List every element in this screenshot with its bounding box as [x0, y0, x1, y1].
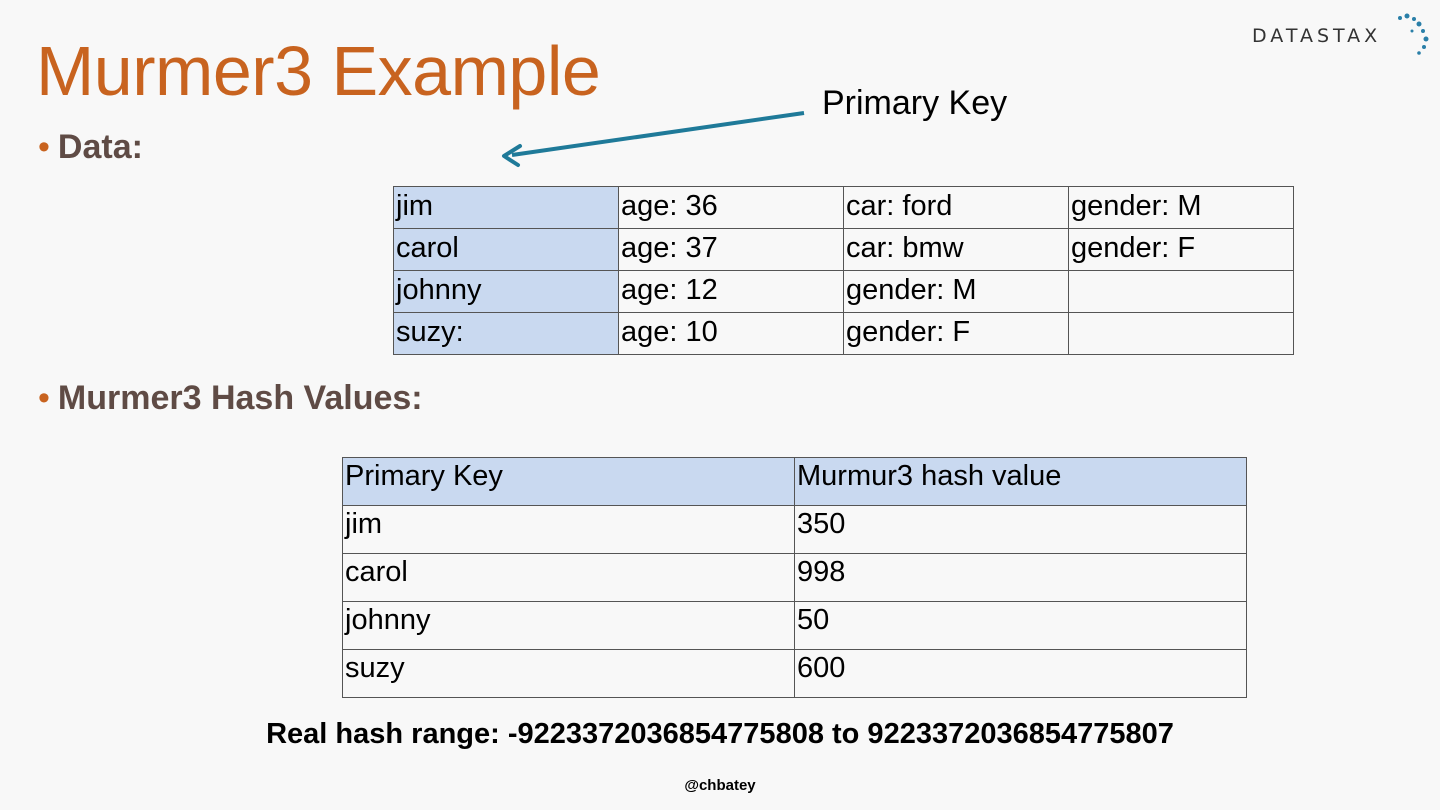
- slide-title: Murmer3 Example: [36, 32, 601, 110]
- row-key-cell: carol: [394, 229, 619, 271]
- footer-handle: @chbatey: [684, 777, 756, 794]
- hash-value-cell: 50: [795, 602, 1247, 650]
- table-cell: car: bmw: [844, 229, 1069, 271]
- row-key-cell: suzy:: [394, 313, 619, 355]
- table-row: [343, 602, 1247, 650]
- table-row: [343, 506, 1247, 554]
- column-header: Murmur3 hash value: [795, 458, 1247, 506]
- row-key-cell: jim: [394, 187, 619, 229]
- bullet-marker: •: [38, 379, 50, 417]
- table-cell: age: 10: [619, 313, 844, 355]
- table-cell: [1069, 313, 1294, 355]
- bullet-marker: •: [38, 128, 50, 166]
- table-row: [343, 554, 1247, 602]
- row-key-cell: johnny: [394, 271, 619, 313]
- table-row: [394, 271, 1294, 313]
- primary-key-cell: carol: [343, 554, 795, 602]
- primary-key-cell: johnny: [343, 602, 795, 650]
- hash-value-cell: 350: [795, 506, 1247, 554]
- table-cell: car: ford: [844, 187, 1069, 229]
- callout-arrow-icon: [0, 0, 1440, 200]
- bullet-data-label: Data:: [57, 128, 143, 166]
- logo-wordmark: DATASTAX: [1252, 25, 1382, 47]
- primary-key-cell: suzy: [343, 650, 795, 698]
- table-cell: gender: M: [1069, 187, 1294, 229]
- hash-range-text: Real hash range: -9223372036854775808 to 9223372036854775807: [266, 718, 1174, 750]
- table-row: [394, 229, 1294, 271]
- table-row: [394, 187, 1294, 229]
- table-cell: age: 12: [619, 271, 844, 313]
- hash-value-cell: 600: [795, 650, 1247, 698]
- hash-table: [342, 457, 1247, 698]
- table-cell: gender: F: [1069, 229, 1294, 271]
- bullet-hash: [38, 379, 423, 418]
- hash-value-cell: 998: [795, 554, 1247, 602]
- table-header-row: [343, 458, 1247, 506]
- table-row: [343, 650, 1247, 698]
- table-cell: age: 37: [619, 229, 844, 271]
- table-cell: [1069, 271, 1294, 313]
- data-table: [393, 186, 1294, 355]
- bullet-hash-label: Murmer3 Hash Values:: [57, 379, 423, 417]
- table-row: [394, 313, 1294, 355]
- column-header: Primary Key: [343, 458, 795, 506]
- primary-key-callout: Primary Key: [822, 84, 1008, 122]
- primary-key-cell: jim: [343, 506, 795, 554]
- table-cell: age: 36: [619, 187, 844, 229]
- table-cell: gender: F: [844, 313, 1069, 355]
- table-cell: gender: M: [844, 271, 1069, 313]
